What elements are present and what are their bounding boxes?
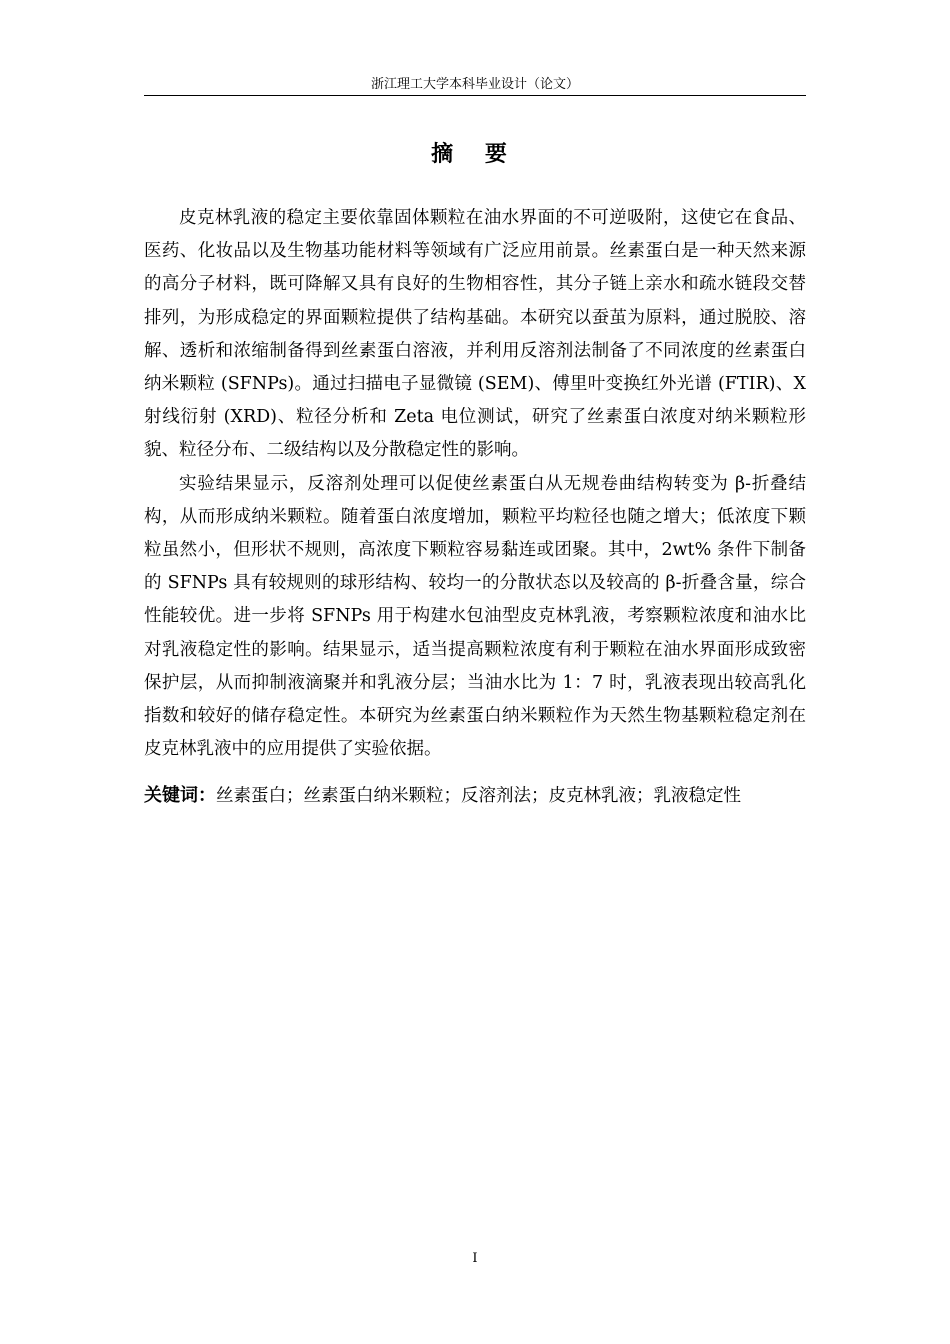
abstract-paragraph-2: 实验结果显示，反溶剂处理可以促使丝素蛋白从无规卷曲结构转变为 β-折叠结构，从而形成纳米颗粒。随着蛋白浓度增加，颗粒平均粒径也随之增大；低浓度下颗粒虽然小，但形状不规则，高浓度下颗粒容易黏连或团聚。其中，2wt% 条件下制备的 SFNPs 具有较规则的球形结构、较均一的分散状态以及较高的 β-折叠含量，综合性能较优。进一步将 SFNPs 用于构建水包油型皮克林乳液，考察颗粒浓度和油水比对乳液稳定性的影响。结果显示，适当提高颗粒浓度有利于颗粒在油水界面形成致密保护层，从而抑制液滴聚并和乳液分层；当油水比为 1：7 时，乳液表现出较高乳化指数和较好的储存稳定性。本研究为丝素蛋白纳米颗粒作为天然生物基颗粒稳定剂在皮克林乳液中的应用提供了实验依据。 [144,473,806,760]
abstract-title: 摘 要 [431,142,519,167]
header-divider [144,95,806,96]
keywords-text: 丝素蛋白；丝素蛋白纳米颗粒；反溶剂法；皮克林乳液；乳液稳定性 [216,786,741,807]
keywords-line [144,774,806,818]
page-header: 浙江理工大学本科毕业设计（论文） [370,77,579,92]
keywords-label: 关键词： [144,785,216,807]
abstract-body [144,202,806,818]
page-number: I [472,1251,478,1266]
abstract-paragraph-1: 皮克林乳液的稳定主要依靠固体颗粒在油水界面的不可逆吸附，这使它在食品、医药、化妆品以及生物基功能材料等领域有广泛应用前景。丝素蛋白是一种天然来源的高分子材料，既可降解又具有良好的生物相容性，其分子链上亲水和疏水链段交替排列，为形成稳定的界面颗粒提供了结构基础。本研究以蚕茧为原料，通过脱胶、溶解、透析和浓缩制备得到丝素蛋白溶液，并利用反溶剂法制备了不同浓度的丝素蛋白纳米颗粒 (SFNPs)。通过扫描电子显微镜 (SEM)、傅里叶变换红外光谱 (FTIR)、X 射线衍射 (XRD)、粒径分析和 Zeta 电位测试，研究了丝素蛋白浓度对纳米颗粒形貌、粒径分布、二级结构以及分散稳定性的影响。 [144,208,806,461]
